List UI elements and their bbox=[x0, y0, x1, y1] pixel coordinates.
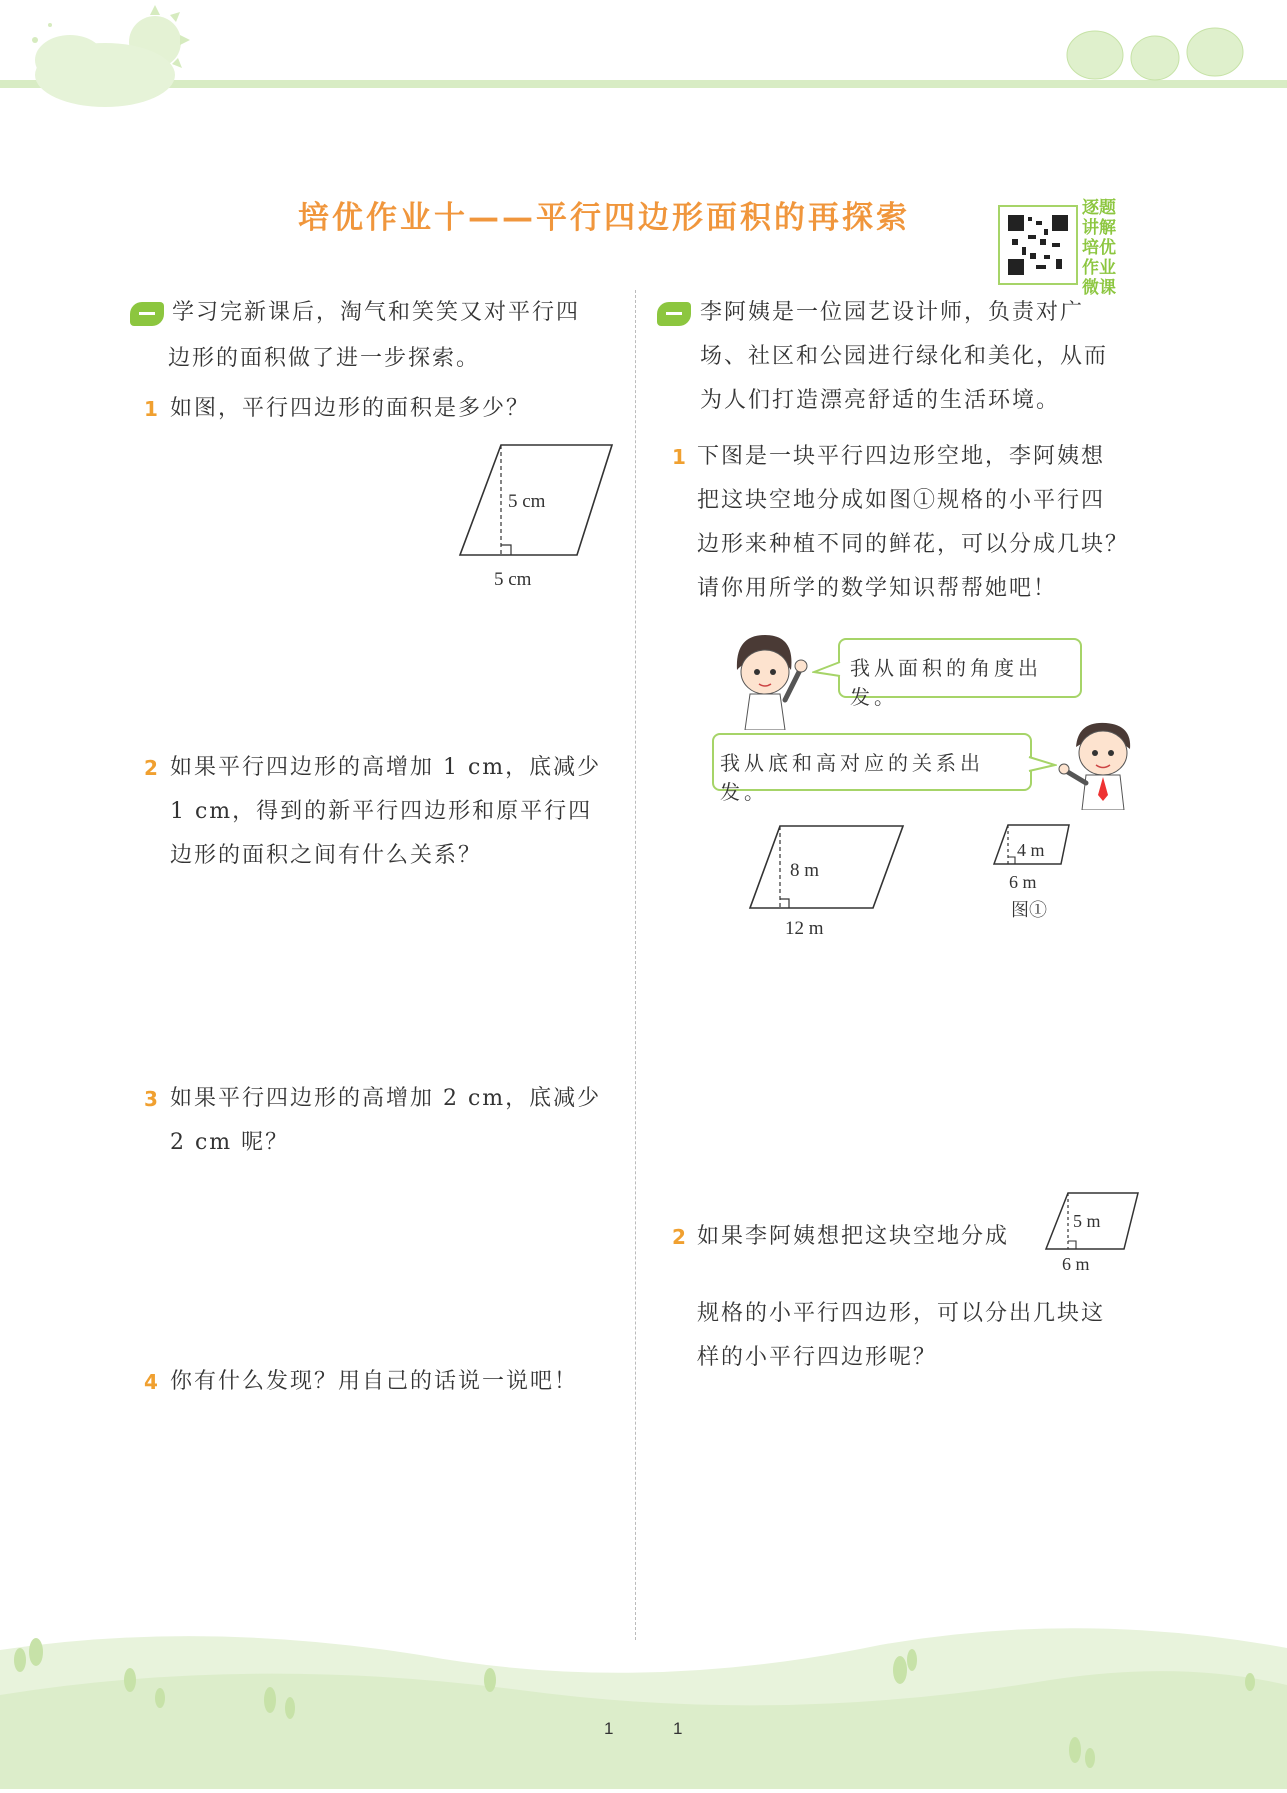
s2-question-2-number: 2 bbox=[672, 1225, 686, 1249]
qr-caption bbox=[1082, 198, 1130, 298]
figure-parallelogram-1 bbox=[450, 435, 630, 595]
section-1-badge bbox=[130, 302, 164, 326]
header-art bbox=[0, 0, 1287, 110]
question-3-text bbox=[170, 1077, 640, 1165]
qr-caption-line-1: 逐题讲解 bbox=[1082, 198, 1116, 238]
section-2-intro-line-2: 场、社区和公园进行绿化和美化，从而 bbox=[700, 344, 1109, 369]
girl-character bbox=[725, 630, 810, 730]
section-1-intro-line-1: 学习完新课后，淘气和笑笑又对平行四 bbox=[172, 300, 581, 325]
parallelogram-1-svg bbox=[450, 435, 630, 595]
small-parallelogram-svg bbox=[985, 818, 1075, 928]
question-4-number: 4 bbox=[144, 1370, 158, 1394]
big-parallelogram-base-label: 12 m bbox=[785, 918, 824, 939]
figure-small-parallelogram bbox=[985, 818, 1075, 928]
question-4-text bbox=[170, 1360, 640, 1404]
s2-question-2-line-2: 规格的小平行四边形，可以分出几块这 bbox=[697, 1301, 1106, 1326]
question-2-number: 2 bbox=[144, 756, 158, 780]
q2-parallelogram-height-label: 5 m bbox=[1073, 1211, 1101, 1231]
qr-code[interactable] bbox=[998, 205, 1078, 285]
question-3-number: 3 bbox=[144, 1087, 158, 1111]
page-title: 培优作业十——平行四边形面积的再探索 bbox=[298, 200, 910, 236]
q2-parallelogram-svg bbox=[1042, 1185, 1142, 1275]
question-2-line-3: 边形的面积之间有什么关系？ bbox=[170, 843, 483, 868]
section-1-intro-line-2: 边形的面积做了进一步探索。 bbox=[168, 346, 481, 371]
section-2-intro bbox=[700, 291, 1160, 423]
s2-question-1-text bbox=[697, 435, 1167, 611]
question-3-line-1: 如果平行四边形的高增加 2 cm，底减少 bbox=[170, 1086, 602, 1111]
column-divider bbox=[635, 290, 636, 1640]
header-decoration bbox=[0, 0, 1287, 110]
section-2-badge bbox=[657, 302, 691, 326]
s2-question-2-text bbox=[697, 1292, 1167, 1380]
footer-hills bbox=[0, 1600, 1287, 1789]
section-2-intro-line-3: 为人们打造漂亮舒适的生活环境。 bbox=[700, 388, 1061, 413]
s2-question-1-line-2: 把这块空地分成如图①规格的小平行四 bbox=[697, 488, 1106, 513]
question-1-number: 1 bbox=[144, 397, 158, 421]
small-parallelogram-base-label: 6 m bbox=[1009, 872, 1037, 892]
question-2-line-1: 如果平行四边形的高增加 1 cm，底减少 bbox=[170, 755, 602, 780]
parallelogram-1-base-label: 5 cm bbox=[494, 569, 532, 590]
small-parallelogram-height-label: 4 m bbox=[1017, 840, 1045, 860]
big-parallelogram-height-label: 8 m bbox=[790, 860, 820, 881]
section-1-intro-cont bbox=[168, 337, 628, 381]
question-1-text bbox=[170, 387, 630, 431]
boy-speech-text: 我从底和高对应的关系出发。 bbox=[720, 751, 984, 804]
q2-parallelogram-base-label: 6 m bbox=[1062, 1254, 1090, 1274]
s2-question-2-line-3: 样的小平行四边形呢？ bbox=[697, 1345, 938, 1370]
page-number-left: 1 bbox=[604, 1719, 614, 1738]
boy-speech-bubble bbox=[712, 733, 1032, 804]
qr-caption-line-2: 培优作业 bbox=[1082, 238, 1116, 278]
page-number-right: 1 bbox=[673, 1719, 683, 1738]
qr-caption-line-3: 微课 bbox=[1082, 278, 1116, 298]
parallelogram-1-height-label: 5 cm bbox=[508, 491, 546, 512]
boy-character bbox=[1058, 715, 1143, 810]
s2-question-1-line-3: 边形来种植不同的鲜花，可以分成几块？ bbox=[697, 532, 1130, 557]
boy-illustration bbox=[1058, 715, 1143, 810]
boy-bubble-tail bbox=[1027, 755, 1057, 775]
s2-question-1-line-4: 请你用所学的数学知识帮帮她吧！ bbox=[697, 576, 1058, 601]
section-1-intro bbox=[172, 291, 632, 335]
girl-bubble-tail bbox=[812, 660, 842, 680]
question-2-line-2: 1 cm，得到的新平行四边形和原平行四 bbox=[170, 799, 593, 824]
figure-1-caption: 图① bbox=[1011, 900, 1047, 920]
s2-question-2-line-1: 如果李阿姨想把这块空地分成 bbox=[697, 1224, 1010, 1249]
girl-speech-bubble bbox=[838, 638, 1082, 709]
figure-q2-parallelogram bbox=[1042, 1185, 1142, 1275]
question-1-line-1: 如图，平行四边形的面积是多少？ bbox=[170, 396, 531, 421]
question-3-line-2: 2 cm 呢？ bbox=[170, 1130, 290, 1155]
qr-pattern bbox=[1000, 207, 1076, 283]
big-parallelogram-svg bbox=[740, 818, 915, 943]
section-2-intro-line-1: 李阿姨是一位园艺设计师，负责对广 bbox=[700, 300, 1085, 325]
girl-illustration bbox=[725, 630, 810, 730]
footer-landscape bbox=[0, 1600, 1287, 1789]
question-4-line-1: 你有什么发现？用自己的话说一说吧！ bbox=[170, 1369, 579, 1394]
s2-question-1-line-1: 下图是一块平行四边形空地，李阿姨想 bbox=[697, 444, 1106, 469]
question-2-text bbox=[170, 746, 640, 878]
s2-question-1-number: 1 bbox=[672, 445, 686, 469]
figure-big-parallelogram bbox=[740, 818, 915, 943]
girl-speech-text: 我从面积的角度出发。 bbox=[850, 656, 1042, 709]
